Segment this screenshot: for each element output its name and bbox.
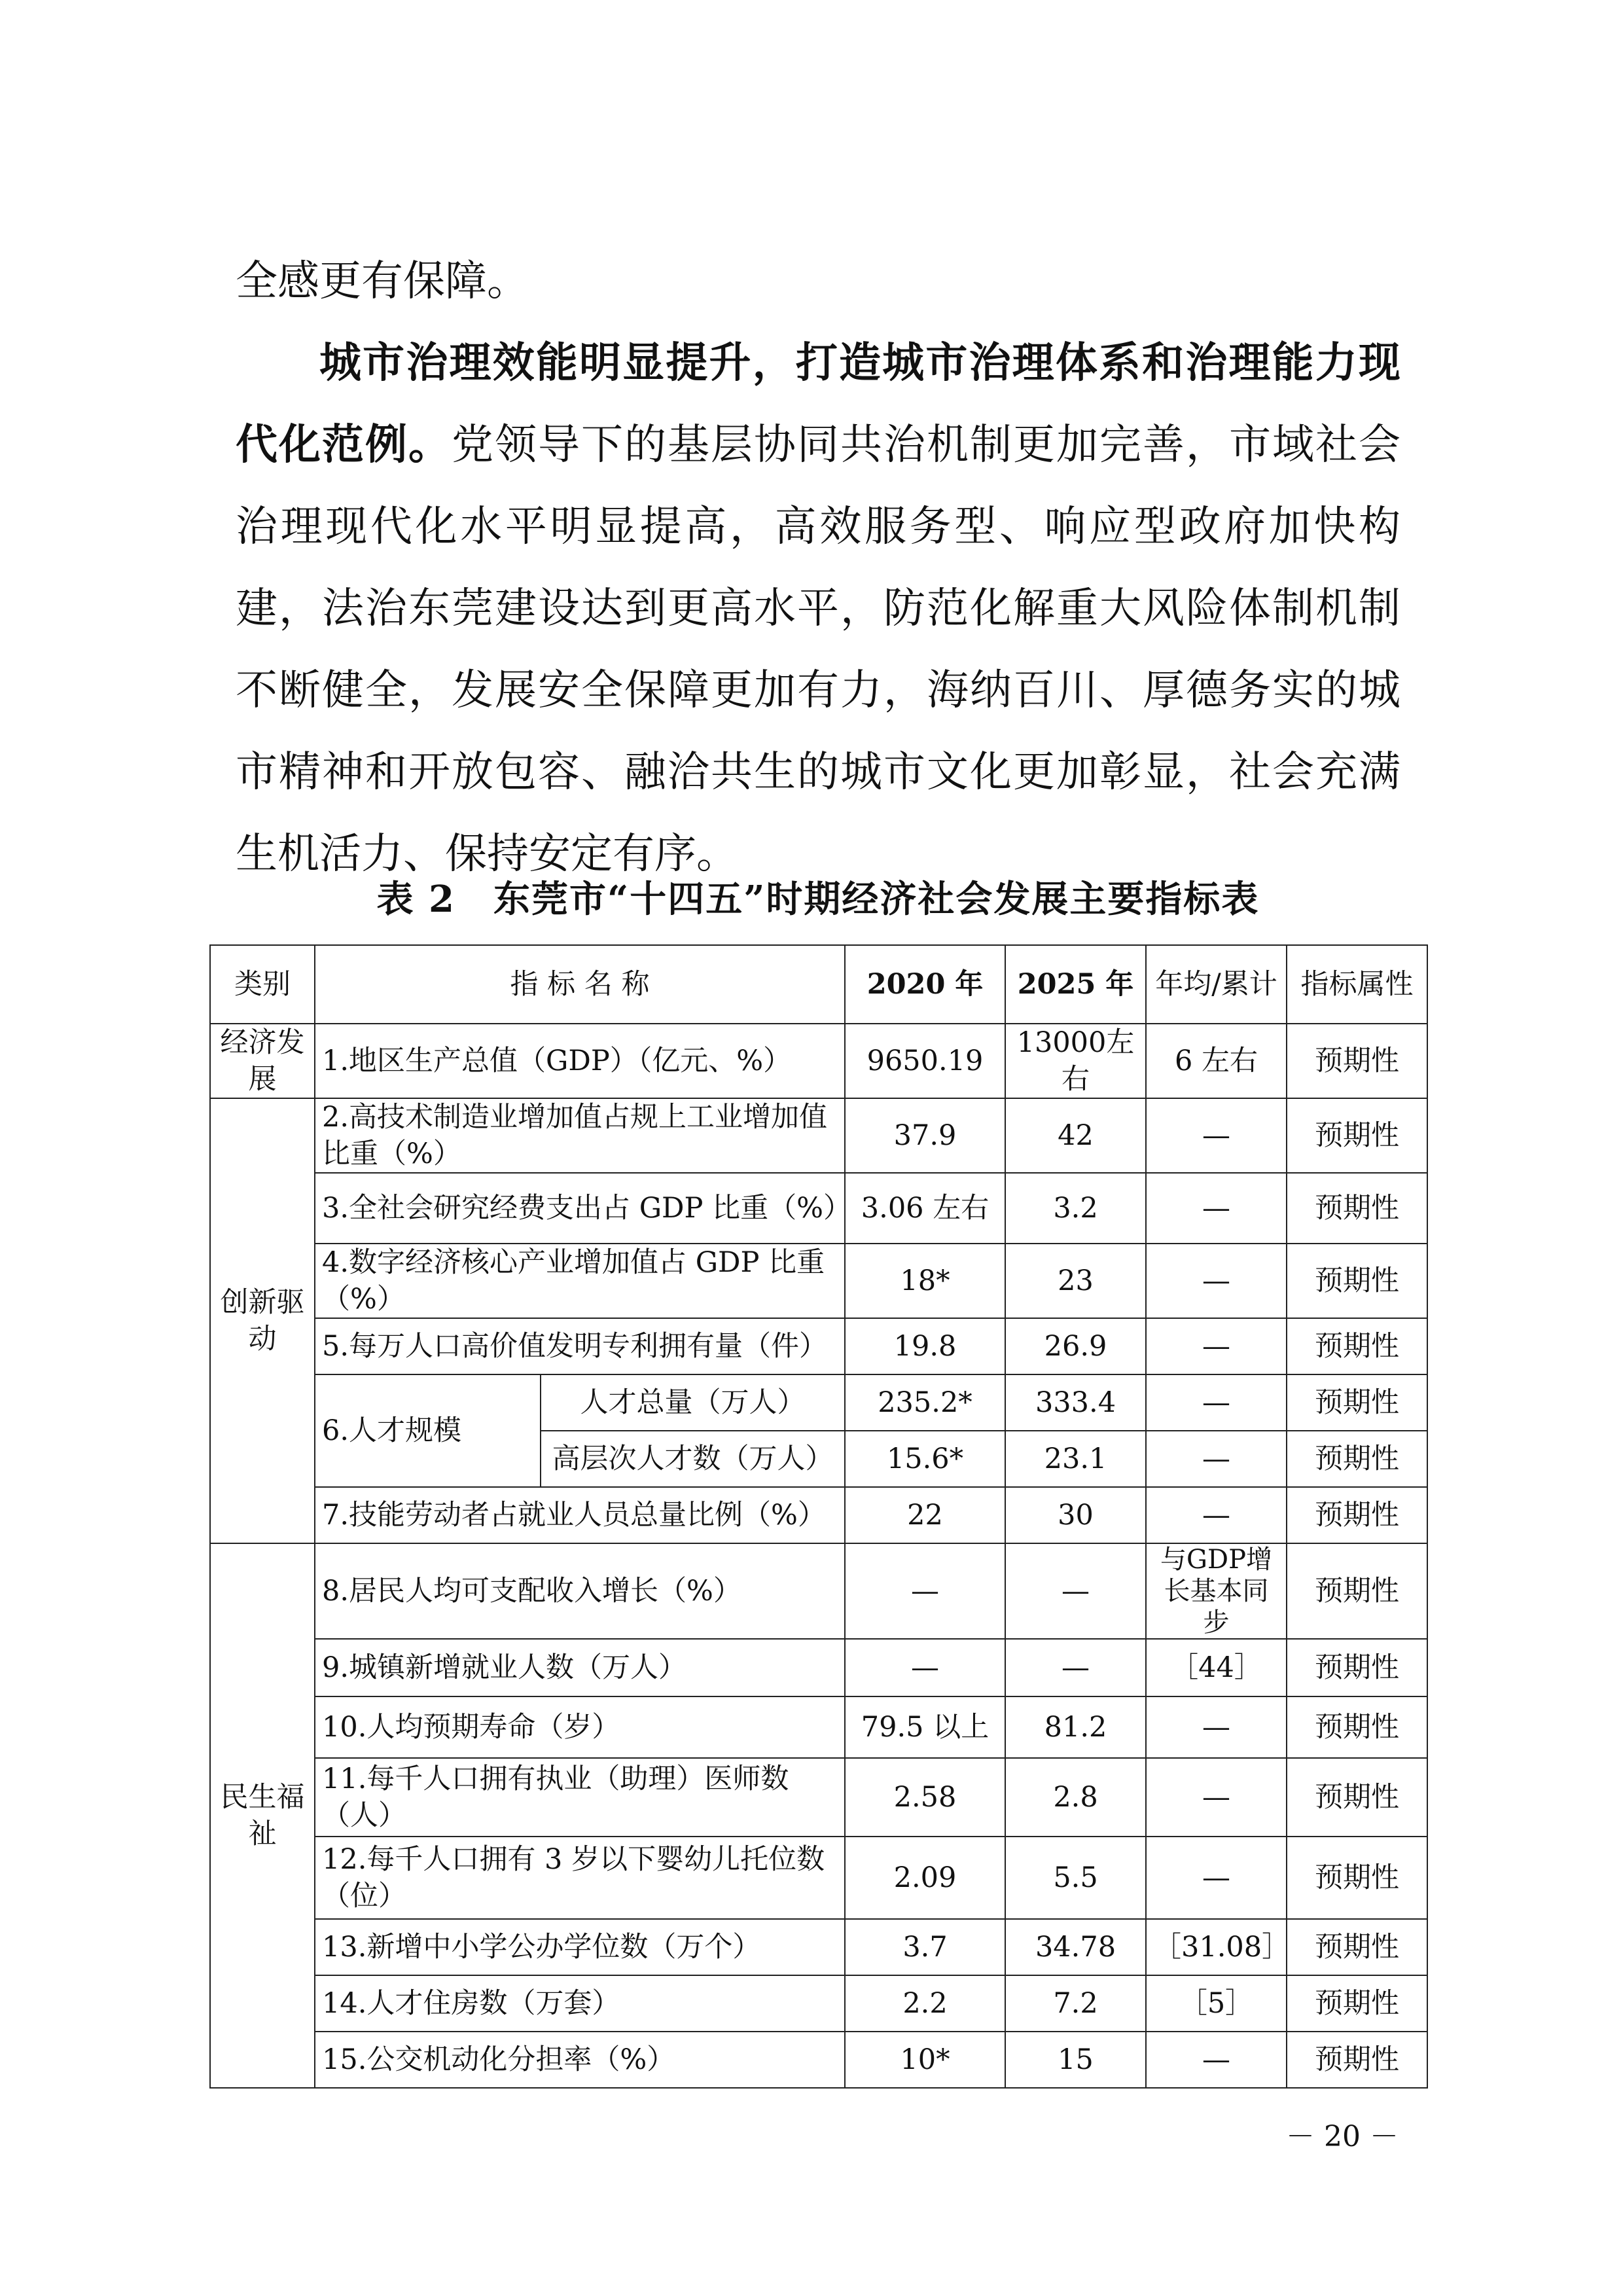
indicator-name: 13.新增中小学公办学位数（万个） bbox=[315, 1919, 845, 1975]
table-row bbox=[210, 1318, 1427, 1374]
indicator-name: 5.每万人口高价值发明专利拥有量（件） bbox=[315, 1318, 845, 1374]
value-avg: ［44］ bbox=[1146, 1639, 1287, 1696]
value-2025: 34.78 bbox=[1005, 1919, 1146, 1975]
table-title: 表 2 东莞市“十四五”时期经济社会发展主要指标表 bbox=[376, 878, 1260, 921]
value-2025: 23 bbox=[1005, 1244, 1146, 1318]
table-header-row bbox=[210, 945, 1427, 1024]
value-2025: 2.8 bbox=[1005, 1758, 1146, 1837]
value-2025: — bbox=[1005, 1543, 1146, 1639]
value-attribute: 预期性 bbox=[1287, 1487, 1427, 1543]
value-2025: 15 bbox=[1005, 2032, 1146, 2088]
value-attribute: 预期性 bbox=[1287, 1758, 1427, 1837]
value-attribute: 预期性 bbox=[1287, 1098, 1427, 1173]
category-economy: 经济发展 bbox=[210, 1024, 315, 1098]
value-2020: — bbox=[845, 1543, 1005, 1639]
value-attribute: 预期性 bbox=[1287, 1696, 1427, 1758]
value-2020: 2.2 bbox=[845, 1975, 1005, 2032]
value-2020: 9650.19 bbox=[845, 1024, 1005, 1098]
value-avg: — bbox=[1146, 1758, 1287, 1837]
indicator-name: 7.技能劳动者占就业人员总量比例（%） bbox=[315, 1487, 845, 1543]
value-avg: — bbox=[1146, 1837, 1287, 1919]
value-2020: 3.7 bbox=[845, 1919, 1005, 1975]
table-row bbox=[210, 1639, 1427, 1696]
header-indicator: 指 标 名 称 bbox=[315, 945, 845, 1024]
value-2020: 2.09 bbox=[845, 1837, 1005, 1919]
table-row bbox=[210, 1374, 1427, 1431]
indicator-name: 2.高技术制造业增加值占规上工业增加值比重（%） bbox=[315, 1098, 845, 1173]
indicator-name: 15.公交机动化分担率（%） bbox=[315, 2032, 845, 2088]
table-row bbox=[210, 1919, 1427, 1975]
page-number: － 20 － bbox=[1286, 2120, 1399, 2153]
indicator-name: 11.每千人口拥有执业（助理）医师数（人） bbox=[315, 1758, 845, 1837]
table-row bbox=[210, 1758, 1427, 1837]
body-paragraph-2 bbox=[236, 323, 1400, 895]
value-2020: — bbox=[845, 1639, 1005, 1696]
value-attribute: 预期性 bbox=[1287, 1173, 1427, 1244]
value-avg: — bbox=[1146, 1098, 1287, 1173]
paragraph-text: 党领导下的基层协同共治机制更加完善，市域社会治理现代化水平明显提高，高效服务型、响应型政府加快构建，法治东莞建设达到更高水平，防范化解重大风险体制机制不断健全，发展安全保障更加有力，海纳百川、厚德务实的城市精神和开放包容、融洽共生的城市文化更加彰显，社会充满生机活力、保持安定有序。 bbox=[236, 421, 1400, 878]
table-row bbox=[210, 1975, 1427, 2032]
indicator-name: 14.人才住房数（万套） bbox=[315, 1975, 845, 2032]
value-2020: 79.5 以上 bbox=[845, 1696, 1005, 1758]
table-row bbox=[210, 1173, 1427, 1244]
indicator-name: 1.地区生产总值（GDP）（亿元、%） bbox=[315, 1024, 845, 1098]
value-attribute: 预期性 bbox=[1287, 1543, 1427, 1639]
value-2020: 22 bbox=[845, 1487, 1005, 1543]
indicator-name: 9.城镇新增就业人数（万人） bbox=[315, 1639, 845, 1696]
table-row bbox=[210, 1696, 1427, 1758]
value-2020: 19.8 bbox=[845, 1318, 1005, 1374]
value-attribute: 预期性 bbox=[1287, 1244, 1427, 1318]
indicator-name: 12.每千人口拥有 3 岁以下婴幼儿托位数（位） bbox=[315, 1837, 845, 1919]
value-attribute: 预期性 bbox=[1287, 1318, 1427, 1374]
value-avg: — bbox=[1146, 1244, 1287, 1318]
value-2025: 5.5 bbox=[1005, 1837, 1146, 1919]
value-attribute: 预期性 bbox=[1287, 2032, 1427, 2088]
value-2025: 7.2 bbox=[1005, 1975, 1146, 2032]
value-2025: 81.2 bbox=[1005, 1696, 1146, 1758]
header-2020: 2020 年 bbox=[845, 945, 1005, 1024]
table-row bbox=[210, 1837, 1427, 1919]
value-2020: 3.06 左右 bbox=[845, 1173, 1005, 1244]
value-2025: 26.9 bbox=[1005, 1318, 1146, 1374]
value-2020: 18* bbox=[845, 1244, 1005, 1318]
value-avg: ［5］ bbox=[1146, 1975, 1287, 2032]
value-avg: — bbox=[1146, 1374, 1287, 1431]
indicator-subname: 人才总量（万人） bbox=[541, 1374, 845, 1431]
value-2025: 30 bbox=[1005, 1487, 1146, 1543]
value-2020: 2.58 bbox=[845, 1758, 1005, 1837]
category-innovation: 创新驱动 bbox=[210, 1098, 315, 1543]
category-welfare: 民生福祉 bbox=[210, 1543, 315, 2088]
value-2020: 37.9 bbox=[845, 1098, 1005, 1173]
value-2025: — bbox=[1005, 1639, 1146, 1696]
paragraph-heading: 城市治理效能明显提升，打造城市治理体系和治理能力现代化范例。 bbox=[236, 339, 1400, 469]
indicator-name: 10.人均预期寿命（岁） bbox=[315, 1696, 845, 1758]
header-attribute: 指标属性 bbox=[1287, 945, 1427, 1024]
value-attribute: 预期性 bbox=[1287, 1024, 1427, 1098]
indicator-name: 8.居民人均可支配收入增长（%） bbox=[315, 1543, 845, 1639]
header-category: 类别 bbox=[210, 945, 315, 1024]
value-attribute: 预期性 bbox=[1287, 1639, 1427, 1696]
value-2020: 235.2* bbox=[845, 1374, 1005, 1431]
body-paragraph-1: 全感更有保障。 bbox=[236, 257, 529, 306]
indicator-name: 6.人才规模 bbox=[315, 1374, 541, 1487]
value-2025: 333.4 bbox=[1005, 1374, 1146, 1431]
value-attribute: 预期性 bbox=[1287, 1919, 1427, 1975]
table-row bbox=[210, 1098, 1427, 1173]
value-attribute: 预期性 bbox=[1287, 1374, 1427, 1431]
header-2025: 2025 年 bbox=[1005, 945, 1146, 1024]
header-avg-cumulative: 年均/累计 bbox=[1146, 945, 1287, 1024]
indicator-name: 3.全社会研究经费支出占 GDP 比重（%） bbox=[315, 1173, 845, 1244]
value-2025: 13000左右 bbox=[1005, 1024, 1146, 1098]
indicator-name: 4.数字经济核心产业增加值占 GDP 比重（%） bbox=[315, 1244, 845, 1318]
value-avg: — bbox=[1146, 1173, 1287, 1244]
value-2025: 42 bbox=[1005, 1098, 1146, 1173]
value-avg: — bbox=[1146, 1487, 1287, 1543]
value-attribute: 预期性 bbox=[1287, 1837, 1427, 1919]
table-row bbox=[210, 1024, 1427, 1098]
value-2025: 23.1 bbox=[1005, 1431, 1146, 1487]
value-2020: 15.6* bbox=[845, 1431, 1005, 1487]
value-avg: — bbox=[1146, 2032, 1287, 2088]
value-avg: — bbox=[1146, 1318, 1287, 1374]
value-avg: 与GDP增长基本同步 bbox=[1146, 1543, 1287, 1639]
value-attribute: 预期性 bbox=[1287, 1431, 1427, 1487]
value-2020: 10* bbox=[845, 2032, 1005, 2088]
value-2025: 3.2 bbox=[1005, 1173, 1146, 1244]
table-row bbox=[210, 2032, 1427, 2088]
value-attribute: 预期性 bbox=[1287, 1975, 1427, 2032]
indicator-subname: 高层次人才数（万人） bbox=[541, 1431, 845, 1487]
value-avg: 6 左右 bbox=[1146, 1024, 1287, 1098]
table-row bbox=[210, 1487, 1427, 1543]
value-avg: — bbox=[1146, 1431, 1287, 1487]
table-row bbox=[210, 1543, 1427, 1639]
indicators-table bbox=[209, 944, 1428, 2089]
table-row bbox=[210, 1244, 1427, 1318]
value-avg: ［31.08］ bbox=[1146, 1919, 1287, 1975]
value-avg: — bbox=[1146, 1696, 1287, 1758]
